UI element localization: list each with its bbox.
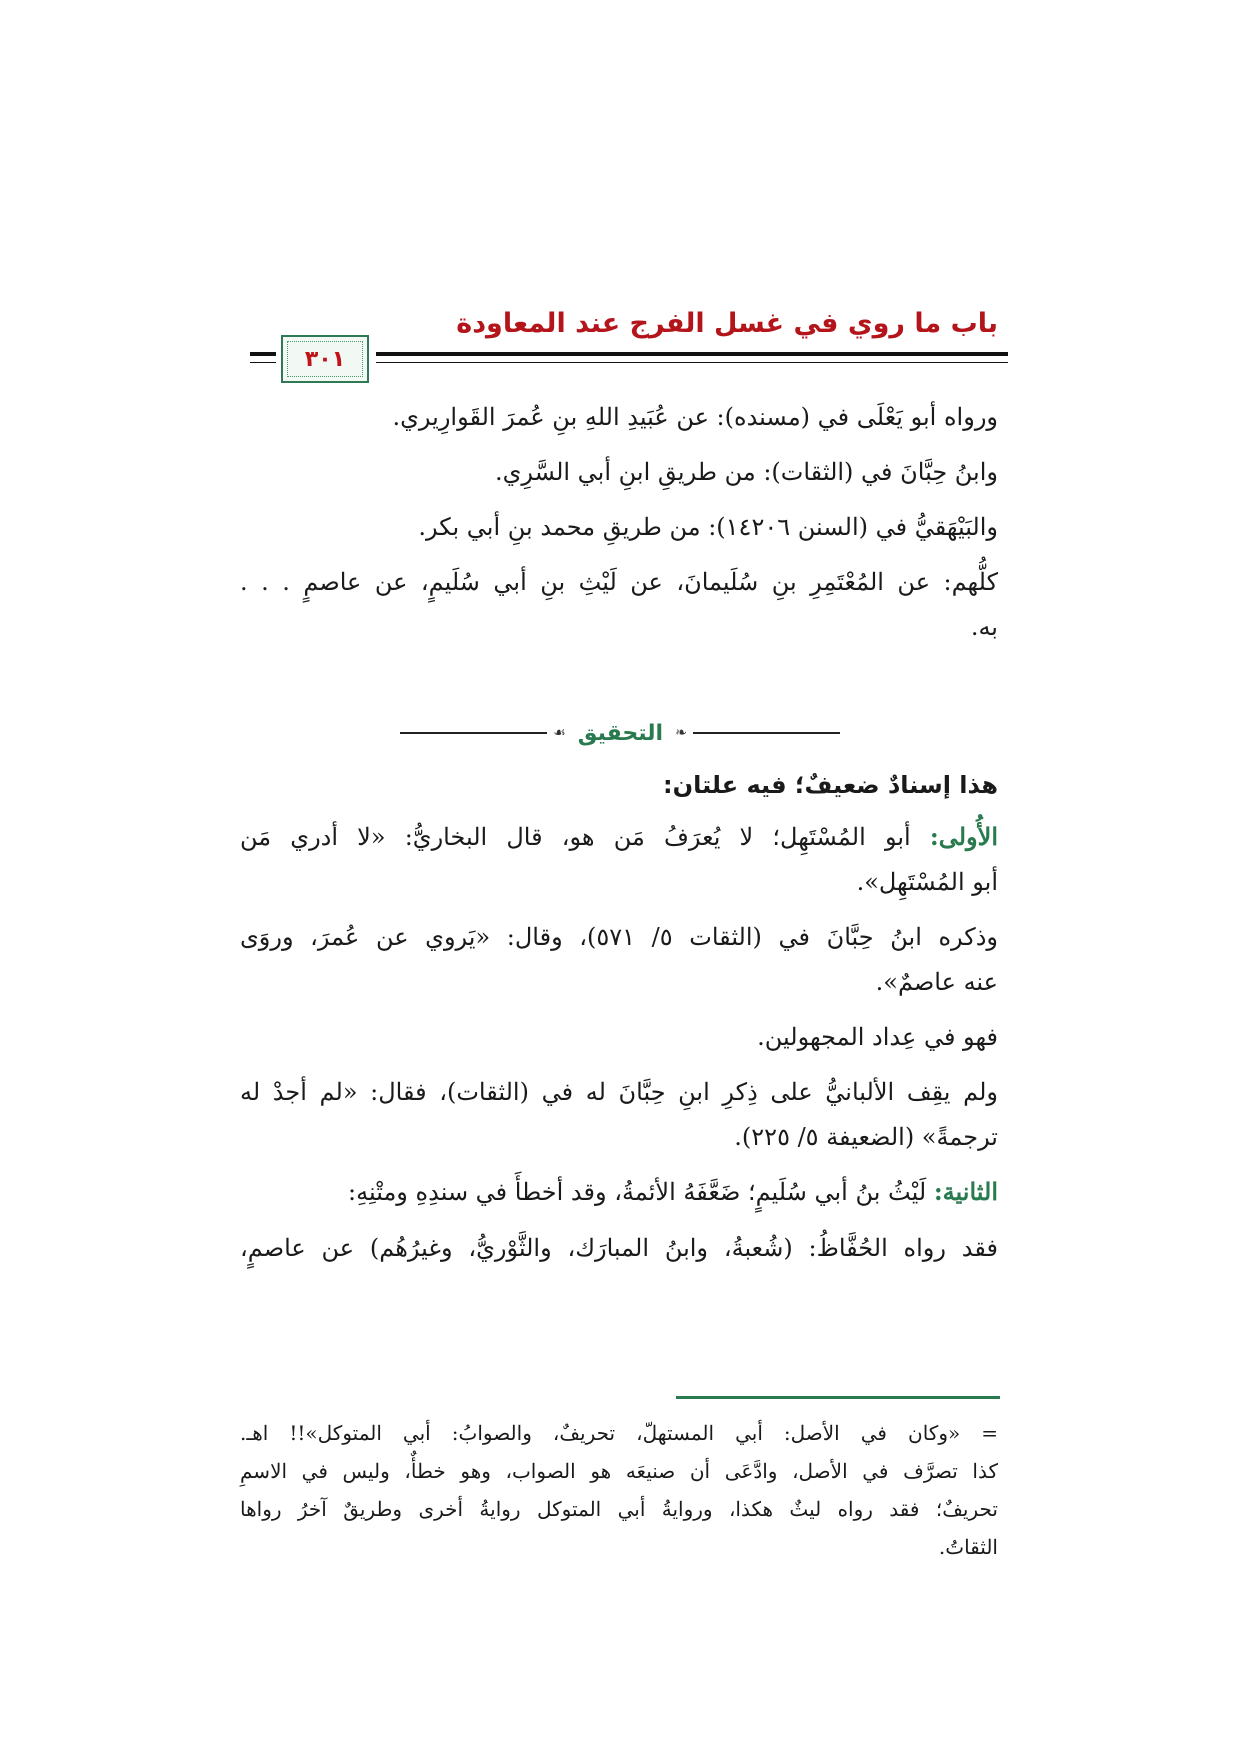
text-line-p3: والبَيْهَقيُّ في (السنن ١٤٢٠٦): من طريقِ محمد بنِ أبي بكر. [418,513,998,541]
first-defect-line1 [240,822,998,852]
running-title: باب ما روي في غسل الفرج عند المعاودة [456,308,998,339]
second-defect-line [348,1177,998,1207]
text-line-p1: ورواه أبو يَعْلَى في (مسنده): عن عُبَيدِ اللهِ بنِ عُمرَ القَوارِيري. [392,403,998,431]
ibn-hibban-line1: وذكره ابنُ حِبَّانَ في (الثقات ٥/ ٥٧١)، وقال: «يَروي عن عُمرَ، وروَى [240,923,998,951]
header-rule-left-thin [250,362,276,363]
page-number: ٣٠١ [304,346,346,372]
footnote-rule [676,1396,1000,1399]
footnote-line3: تحريفٌ؛ فقد رواه ليثٌ هكذا، وروايةُ أبي المتوكل روايةُ أخرى وطريقٌ آخرُ رواها [240,1497,998,1521]
footnote-line4: الثقاتُ. [938,1535,998,1559]
header-rule-thick [376,352,1008,356]
header-rule-left-thick [250,352,276,356]
ornament-icon: ☙ [553,725,566,741]
ibn-hibban-line2: عنه عاصمٌ». [875,968,998,996]
text-line-p4a: كلُّهم: عن المُعْتَمِرِ بنِ سُلَيمانَ، عن لَيْثِ بنِ أبي سُلَيمٍ، عن عاصمٍ . . . [240,568,998,596]
second-defect-label: الثانية: [933,1177,998,1206]
ornament-icon: ❧ [675,725,687,741]
section-title: التحقيق [577,720,664,746]
albani-line1: ولم يقِف الألبانيُّ على ذِكرِ ابنِ حِبَّانَ له في (الثقات)، فقال: «لم أجدْ له [240,1078,998,1106]
majhul-line: فهو في عِداد المجهولين. [757,1023,998,1051]
huffaz-line: فقد رواه الحُفَّاظُ: (شُعبةُ، وابنُ المبارَك، والثَّوْريُّ، وغيرُهُم) عن عاصمٍ، [240,1234,998,1262]
page-number-frame [281,335,369,383]
text-line-p4b: به. [970,613,998,641]
section-divider [400,718,840,748]
footnote-line2: كذا تصرَّف في الأصل، وادَّعَى أن صنيعَه هو الصواب، وهو خطأٌ، وليس في الاسمِ [240,1459,998,1483]
second-defect-text: لَيْثُ بنُ أبي سُلَيمٍ؛ ضَعَّفَهُ الأئمةُ، وقد أخطأَ في سندِهِ ومتْنِهِ: [348,1178,927,1206]
header-rule-thin [376,362,1008,363]
divider-bar-left [400,732,547,734]
first-defect-label: الأُولى: [929,822,998,851]
footnote-line1: = «وكان في الأصل: أبي المستهلّ، تحريفٌ، والصوابُ: أبي المتوكل»!! اهـ. [240,1421,998,1445]
section-intro: هذا إسنادٌ ضعيفٌ؛ فيه علتان: [663,771,998,799]
text-line-p2: وابنُ حِبَّانَ في (الثقات): من طريقِ ابنِ أبي السَّرِي. [495,458,998,486]
first-defect-text: أبو المُسْتَهِل؛ لا يُعرَفُ مَن هو، قال البخاريُّ: «لا أدري مَن [240,823,911,851]
albani-line2: ترجمةً» (الضعيفة ٥/ ٢٢٥). [734,1123,998,1151]
first-defect-line2: أبو المُسْتَهِل». [856,868,998,896]
divider-bar-right [693,732,840,734]
